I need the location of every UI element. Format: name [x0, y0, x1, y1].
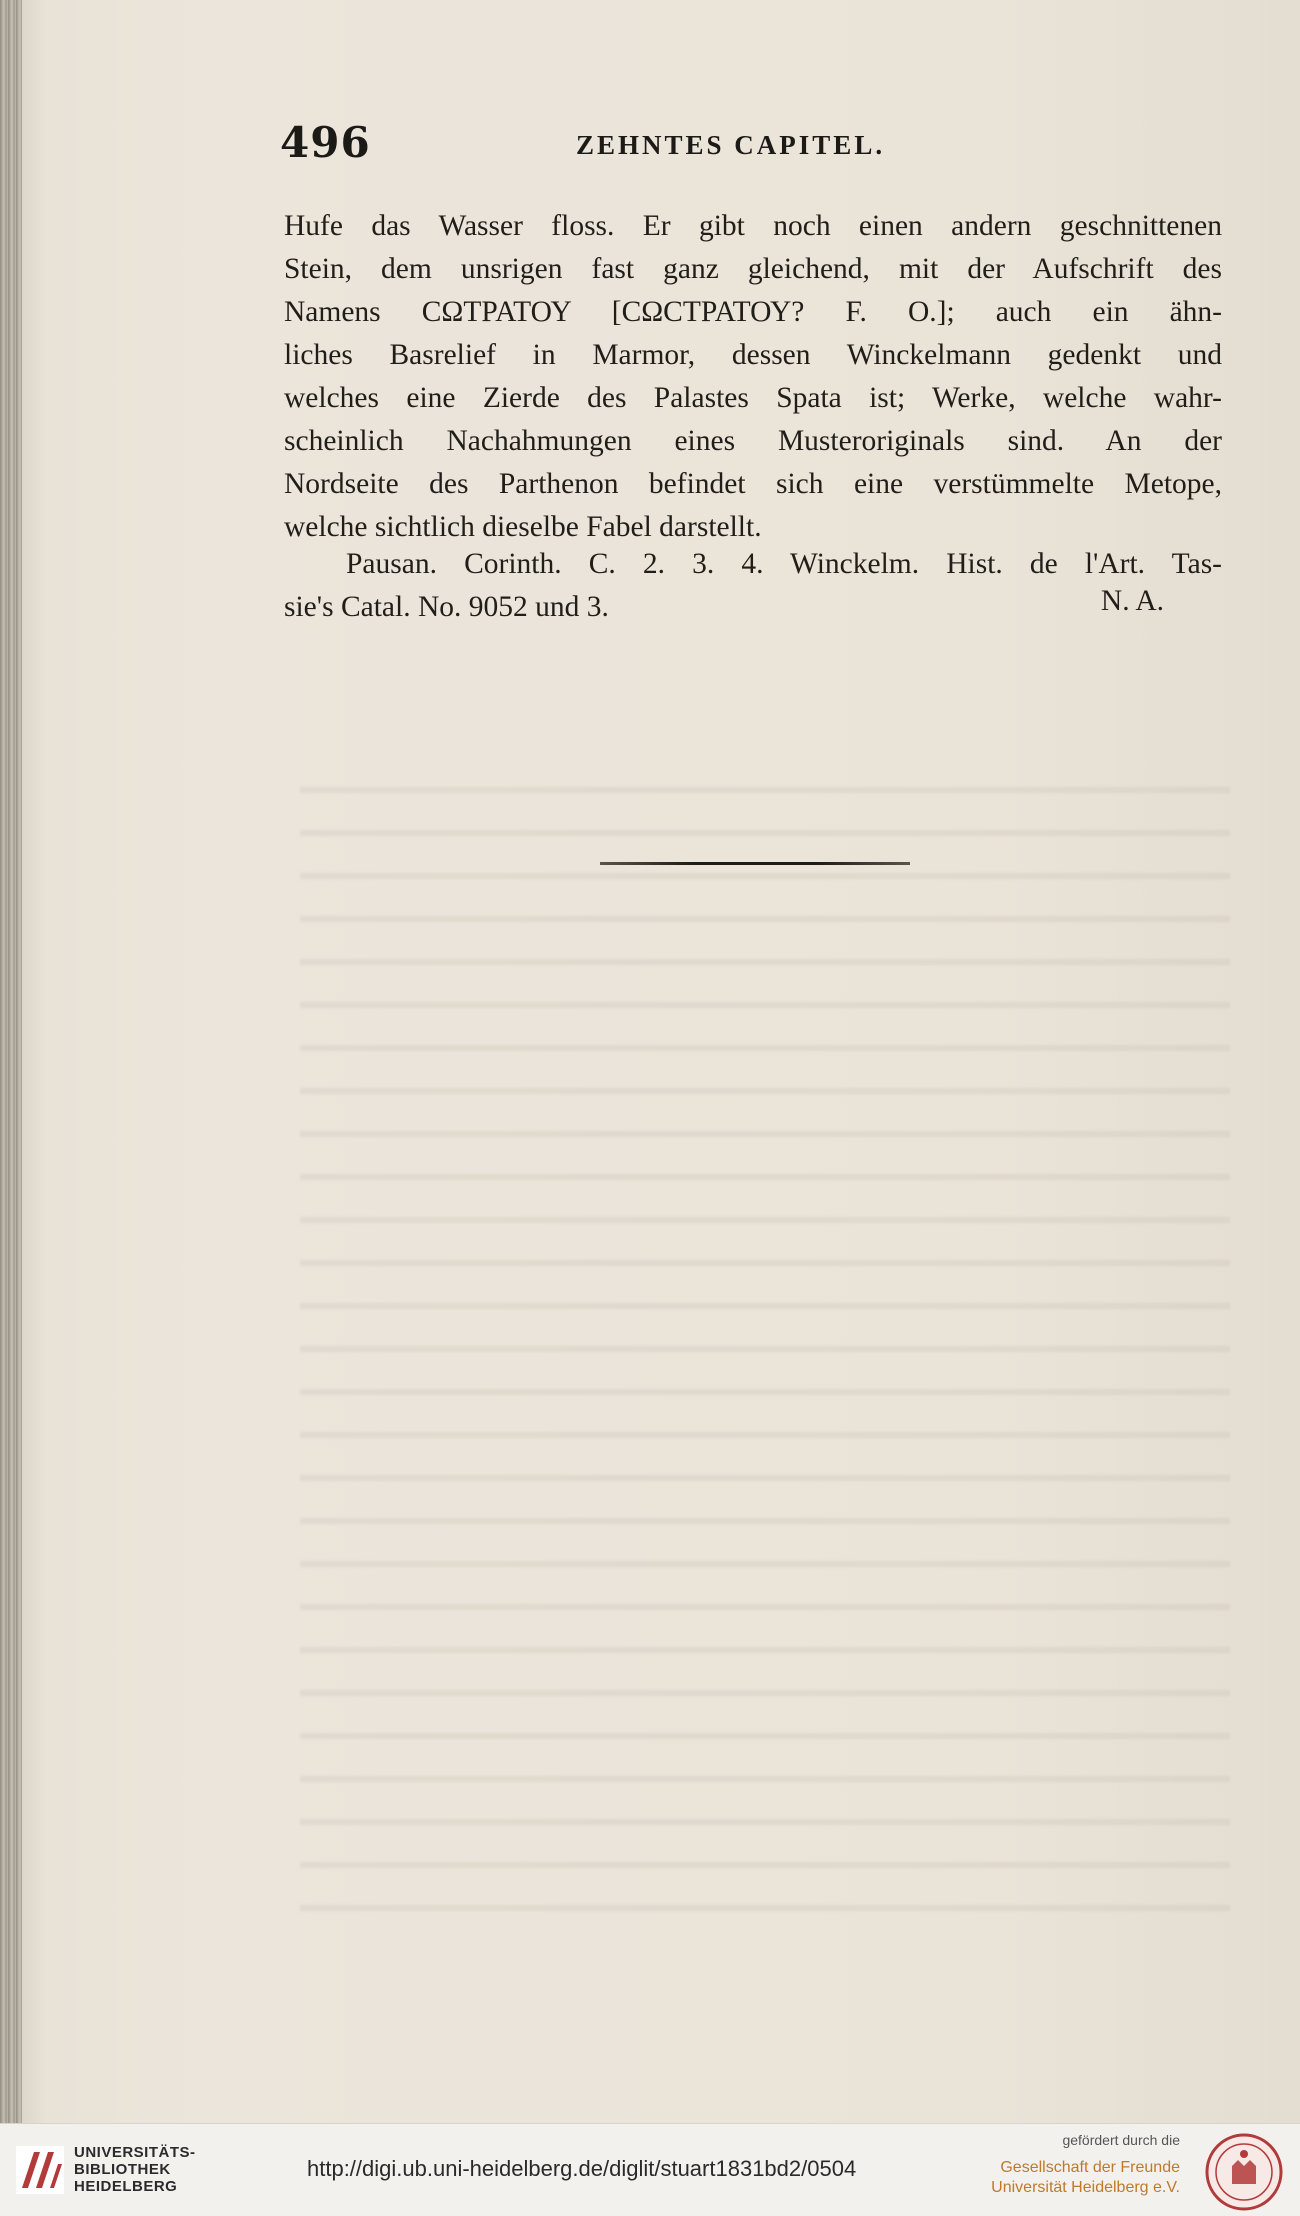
text-line: Namens CΩΤΡΑΤΟΥ [CΩCΤΡΑΤΟΥ? F. O.]; auch ein ähn-	[284, 296, 1222, 328]
note-line	[284, 586, 1222, 629]
digitization-footer	[0, 2123, 1300, 2216]
permalink-url[interactable]: http://digi.ub.uni-heidelberg.de/diglit/stuart1831bd2/0504	[307, 2156, 857, 2181]
note-signature: N. A.	[1100, 585, 1164, 617]
text-line: welches eine Zierde des Palastes Spata ist; Werke, welche wahr-	[284, 382, 1222, 414]
library-name-line: BIBLIOTHEK	[74, 2161, 171, 2178]
text-line: Hufe das Wasser floss. Er gibt noch einen andern geschnittenen	[284, 210, 1222, 242]
horizontal-rule	[600, 862, 910, 865]
library-name-line: UNIVERSITÄTS-	[74, 2144, 196, 2161]
text-line: Stein, dem unsrigen fast ganz gleichend, mit der Aufschrift des	[284, 253, 1222, 285]
bleed-through-text	[300, 760, 1230, 1930]
sponsor-prefix: gefördert durch die	[1062, 2132, 1180, 2148]
running-title: ZEHNTES CAPITEL.	[576, 130, 886, 160]
ub-heidelberg-logo-icon	[14, 2144, 66, 2196]
body-paragraph	[284, 205, 1222, 549]
text-line: scheinlich Nachahmungen eines Musteroriginals sind. An der	[284, 425, 1222, 457]
note-reference: sie's Catal. No. 9052 und 3.	[284, 591, 609, 623]
library-name	[74, 2144, 196, 2195]
page-number: 496	[280, 118, 371, 167]
sponsor-block	[991, 2132, 1180, 2198]
sponsor-name-line: Gesellschaft der Freunde	[1000, 2159, 1180, 2176]
book-binding-edge	[0, 0, 22, 2123]
page-header	[280, 118, 1220, 178]
reference-note	[284, 543, 1222, 629]
university-seal-icon	[1204, 2132, 1284, 2212]
sponsor-name-line: Universität Heidelberg e.V.	[991, 2179, 1180, 2196]
text-line: liches Basrelief in Marmor, dessen Winckelmann gedenkt und	[284, 339, 1222, 371]
library-name-line: HEIDELBERG	[74, 2178, 178, 2195]
note-line: Pausan. Corinth. C. 2. 3. 4. Winckelm. Hist. de l'Art. Tas-	[346, 548, 1222, 580]
text-line: welche sichtlich dieselbe Fabel darstellt.	[284, 511, 762, 543]
text-line: Nordseite des Parthenon befindet sich eine verstümmelte Metope,	[284, 468, 1222, 500]
